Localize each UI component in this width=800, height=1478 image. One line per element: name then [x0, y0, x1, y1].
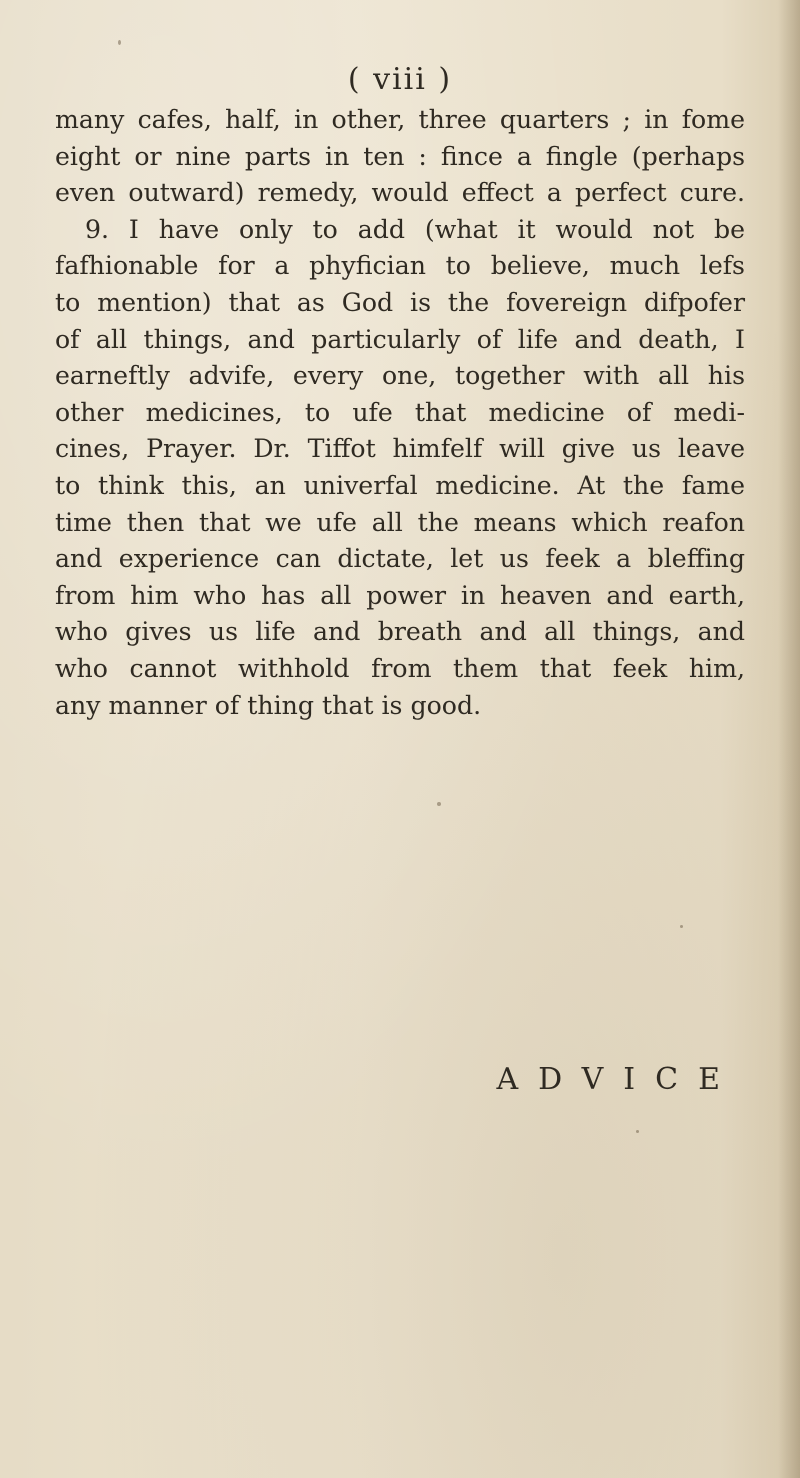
text-line: cines, Prayer. Dr. Tiffot himfelf will give us leave — [55, 434, 745, 464]
text-line: 9. I have only to add (what it would not be — [85, 214, 745, 244]
text-line: from him who has all power in heaven and earth, — [55, 580, 745, 610]
paper-speck — [680, 925, 683, 928]
body-text — [55, 102, 745, 724]
text-line: even outward) remedy, would effect a perfect cure. — [55, 178, 745, 208]
paper-speck — [437, 802, 441, 806]
text-line: who gives us life and breath and all things, and — [55, 617, 745, 647]
text-line: to think this, an univerfal medicine. At the fame — [55, 470, 745, 500]
paper-speck — [636, 1130, 639, 1133]
text-line: to mention) that as God is the fovereign difpofer — [55, 287, 745, 317]
text-line: time then that we ufe all the means which reafon — [55, 507, 745, 537]
text-line: any manner of thing that is good. — [55, 690, 482, 720]
page-number-header: ( viii ) — [347, 62, 453, 97]
text-line: of all things, and particularly of life and death, I — [55, 324, 745, 354]
text-line: many cafes, half, in other, three quarters ; in fome — [55, 105, 745, 134]
text-line: eight or nine parts in ten : fince a fingle (perhaps — [55, 141, 745, 171]
paper-speck — [118, 40, 121, 45]
page-edge-shadow — [778, 0, 800, 1478]
text-line: who cannot withhold from them that feek him, — [55, 653, 745, 683]
catchword-advice: ADVICE — [496, 1062, 740, 1097]
text-line: earneftly advife, every one, together with all his — [55, 361, 745, 391]
text-line: and experience can dictate, let us feek a bleffing — [55, 544, 745, 574]
text-line: fafhionable for a phyfician to believe, much lefs — [55, 251, 745, 281]
text-line: other medicines, to ufe that medicine of medi- — [55, 397, 745, 427]
